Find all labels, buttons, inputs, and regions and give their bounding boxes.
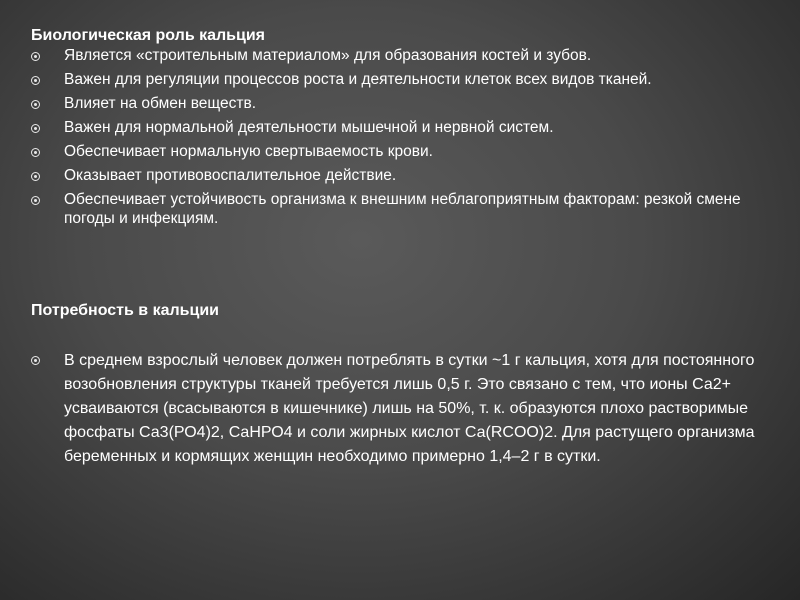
section-title-calcium-need: Потребность в кальции [31, 302, 219, 319]
bullet-icon [31, 52, 40, 61]
section-title-calcium-role: Биологическая роль кальция [31, 27, 266, 44]
list-item [31, 70, 751, 89]
list-item-text: Важен для нормальной деятельности мышечной и нервной систем. [64, 119, 554, 136]
calcium-role-list [31, 46, 751, 233]
list-item [31, 46, 751, 65]
list-item [31, 349, 761, 469]
bullet-icon [31, 76, 40, 85]
list-item-text: Является «строительным материалом» для образования костей и зубов. [64, 47, 592, 64]
list-item [31, 118, 751, 137]
bullet-icon [31, 124, 40, 133]
list-item-text: Обеспечивает устойчивость организма к внешним неблагоприятным факторам: резкой смене погоды и инфекциям. [64, 191, 741, 227]
list-item [31, 166, 751, 185]
bullet-icon [31, 196, 40, 205]
list-item [31, 190, 751, 228]
bullet-icon [31, 100, 40, 109]
list-item-text: Влияет на обмен веществ. [64, 95, 257, 112]
bullet-icon [31, 356, 40, 365]
list-item-text: В среднем взрослый человек должен потреблять в сутки ~1 г кальция, хотя для постоянного возобновления структуры тканей требуется лишь 0,5 г. Это связано с тем, что ионы Са2+ усваиваются (всасываются в кишечнике) лишь на 50%, т. к. образуются плохо растворимые фосфаты Са3(РО4)2, СаНРО4 и соли жирных кислот Са(RCOO)2. Для растущего организма беременных и кормящих женщин необходимо примерно 1,4–2 г в сутки. [64, 352, 755, 465]
calcium-need-list [31, 349, 761, 474]
bullet-icon [31, 172, 40, 181]
list-item-text: Обеспечивает нормальную свертываемость крови. [64, 143, 433, 160]
list-item-text: Важен для регуляции процессов роста и деятельности клеток всех видов тканей. [64, 71, 652, 88]
bullet-icon [31, 148, 40, 157]
list-item-text: Оказывает противовоспалительное действие. [64, 167, 397, 184]
list-item [31, 142, 751, 161]
list-item [31, 94, 751, 113]
